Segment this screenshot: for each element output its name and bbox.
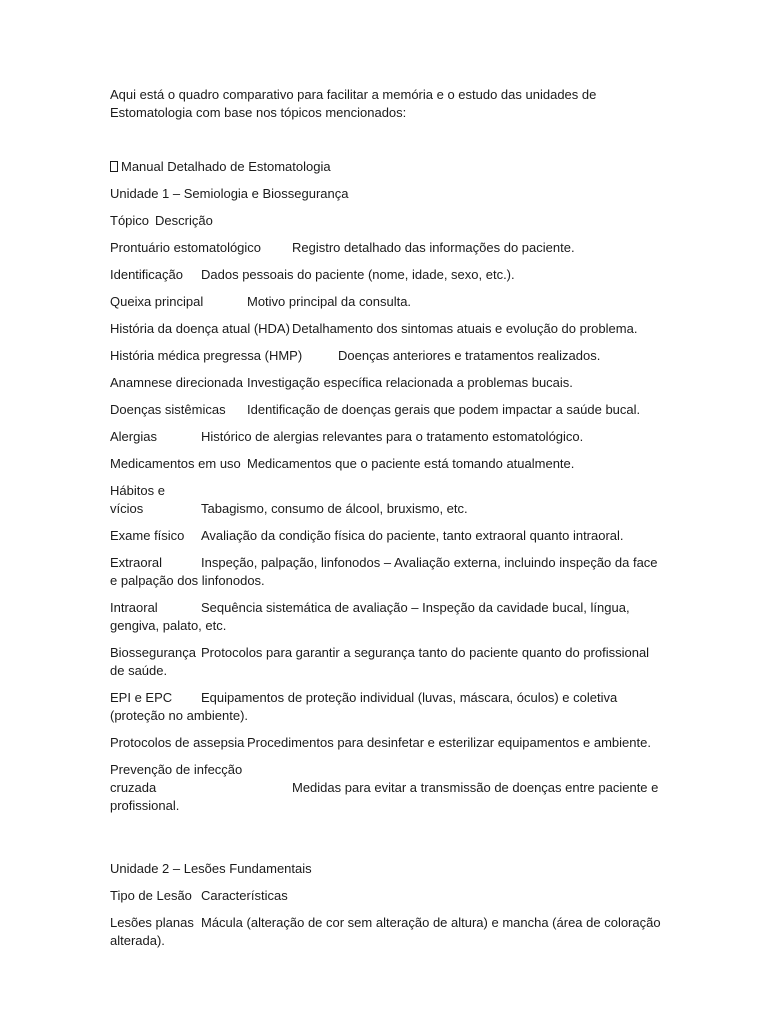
document-body [110, 86, 666, 959]
table-row [110, 761, 666, 815]
row-topic: Queixa principal [110, 294, 204, 309]
table-row [110, 293, 666, 311]
row-topic: Biossegurança [110, 645, 196, 660]
unit1-title: Unidade 1 – Semiologia e Biossegurança [110, 186, 349, 201]
missing-glyph-icon [110, 161, 118, 172]
row-description: Equipamentos de proteção individual (luvas, máscara, óculos) e coletiva (proteção no ambiente). [110, 690, 618, 723]
row-description: Mácula (alteração de cor sem alteração de altura) e mancha (área de coloração alterada). [110, 915, 661, 948]
row-topic: Anamnese direcionada [110, 375, 243, 390]
table-row [110, 455, 666, 473]
unit2-header-col1: Tipo de Lesão [110, 888, 192, 903]
unit1-header-col2: Descrição [155, 213, 213, 228]
row-topic: Prevenção de infecção cruzada [110, 762, 243, 795]
table-row [110, 689, 666, 725]
unit1-table-header [110, 212, 666, 230]
manual-title [110, 158, 666, 176]
row-topic: Hábitos e vícios [110, 483, 165, 516]
row-description: Tabagismo, consumo de álcool, bruxismo, etc. [201, 501, 468, 516]
table-row [110, 914, 666, 950]
row-description: Medicamentos que o paciente está tomando atualmente. [247, 456, 575, 471]
row-description: Procedimentos para desinfetar e esterilizar equipamentos e ambiente. [247, 735, 651, 750]
row-topic: Intraoral [110, 600, 158, 615]
manual-title-text: Manual Detalhado de Estomatologia [121, 159, 331, 174]
row-description: Identificação de doenças gerais que podem impactar a saúde bucal. [247, 402, 641, 417]
table-row [110, 599, 666, 635]
row-description: Motivo principal da consulta. [247, 294, 412, 309]
row-description: Doenças anteriores e tratamentos realizados. [338, 348, 601, 363]
intro-paragraph: Aqui está o quadro comparativo para facilitar a memória e o estudo das unidades de Estomatologia com base nos tópicos mencionados: [110, 87, 597, 120]
row-description: Dados pessoais do paciente (nome, idade, sexo, etc.). [201, 267, 515, 282]
row-topic: EPI e EPC [110, 690, 173, 705]
table-row [110, 527, 666, 545]
row-topic: Protocolos de assepsia [110, 735, 245, 750]
table-row [110, 401, 666, 419]
row-topic: Exame físico [110, 528, 185, 543]
table-row [110, 428, 666, 446]
row-description: Medidas para evitar a transmissão de doenças entre paciente e profissional. [110, 780, 659, 813]
row-topic: História da doença atual (HDA) [110, 321, 290, 336]
table-row [110, 374, 666, 392]
row-topic: Alergias [110, 429, 157, 444]
table-row [110, 347, 666, 365]
table-row [110, 734, 666, 752]
unit2-header-col2: Características [201, 888, 288, 903]
table-row [110, 239, 666, 257]
table-row [110, 482, 666, 518]
row-topic: Prontuário estomatológico [110, 240, 262, 255]
row-description: Detalhamento dos sintomas atuais e evolução do problema. [292, 321, 638, 336]
table-row [110, 266, 666, 284]
row-topic: Extraoral [110, 555, 163, 570]
row-description: Registro detalhado das informações do paciente. [292, 240, 575, 255]
row-topic: Lesões planas [110, 915, 194, 930]
unit2-title: Unidade 2 – Lesões Fundamentais [110, 861, 312, 876]
unit1-header-col1: Tópico [110, 213, 150, 228]
table-row [110, 554, 666, 590]
row-description: Avaliação da condição física do paciente, tanto extraoral quanto intraoral. [201, 528, 624, 543]
unit2-table-header [110, 887, 666, 905]
row-description: Inspeção, palpação, linfonodos – Avaliação externa, incluindo inspeção da face e palpação dos linfonodos. [110, 555, 658, 588]
row-description: Investigação específica relacionada a problemas bucais. [247, 375, 573, 390]
section-spacer [110, 824, 666, 860]
row-description: Protocolos para garantir a segurança tanto do paciente quanto do profissional de saúde. [110, 645, 650, 678]
row-topic: Identificação [110, 267, 183, 282]
table-row [110, 644, 666, 680]
row-topic: História médica pregressa (HMP) [110, 348, 303, 363]
row-topic: Medicamentos em uso [110, 456, 241, 471]
table-row [110, 320, 666, 338]
row-description: Histórico de alergias relevantes para o tratamento estomatológico. [201, 429, 584, 444]
row-topic: Doenças sistêmicas [110, 402, 226, 417]
row-description: Sequência sistemática de avaliação – Inspeção da cavidade bucal, língua, gengiva, palato, etc. [110, 600, 630, 633]
